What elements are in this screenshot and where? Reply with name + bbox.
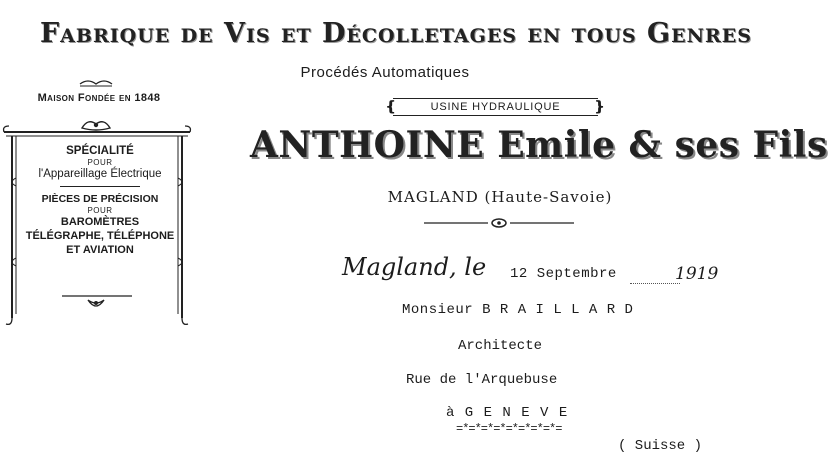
specialite-divider <box>60 186 140 187</box>
bracket-left-icon: ❴ <box>385 98 398 114</box>
specialite-item: TÉLÉGRAPHE, TÉLÉPHONE <box>25 230 175 242</box>
specialite-item: l'Appareillage Électrique <box>38 168 162 180</box>
dateline-year: 1919 <box>675 264 719 284</box>
recipient-city-underline: =*=*=*=*=*=*=*=*= <box>456 422 562 436</box>
company-location: MAGLAND (Haute-Savoie) <box>387 188 613 206</box>
recipient-street: Rue de l'Arquebuse <box>406 372 558 388</box>
pour-label: POUR <box>87 158 113 167</box>
specialite-item: PIÈCES DE PRÉCISION <box>41 193 159 205</box>
usine-label: USINE HYDRAULIQUE <box>430 101 561 113</box>
recipient-city: à G E N E V E <box>446 405 569 421</box>
company-name: ANTHOINE Emile & ses Fils <box>250 124 828 166</box>
usine-banner <box>385 98 606 116</box>
pour-label: POUR <box>87 206 113 215</box>
specialite-item: BAROMÈTRES <box>60 216 140 228</box>
procedes-line: Procédés Automatiques <box>300 64 470 81</box>
bracket-right-icon: ❵ <box>593 98 606 114</box>
specialite-box <box>22 144 178 257</box>
maison-fondee: Maison Fondée en 1848 <box>37 92 161 104</box>
specialite-heading: SPÉCIALITÉ <box>66 145 134 157</box>
specialite-item: ET AVIATION <box>66 244 134 256</box>
letterhead-tagline: Fabrique de Vis et Décolletages en tous Genres <box>40 18 752 49</box>
recipient-country: ( Suisse ) <box>618 438 703 454</box>
recipient-name: Monsieur B R A I L L A R D <box>402 302 634 318</box>
recipient-role: Architecte <box>458 338 543 354</box>
small-flourish-icon <box>78 78 114 88</box>
dateline-date: 12 Septembre <box>510 266 617 282</box>
dateline-dotted-rule <box>630 283 680 284</box>
dateline-place: Magland, le <box>342 253 487 281</box>
ornament-divider-icon <box>424 216 574 230</box>
